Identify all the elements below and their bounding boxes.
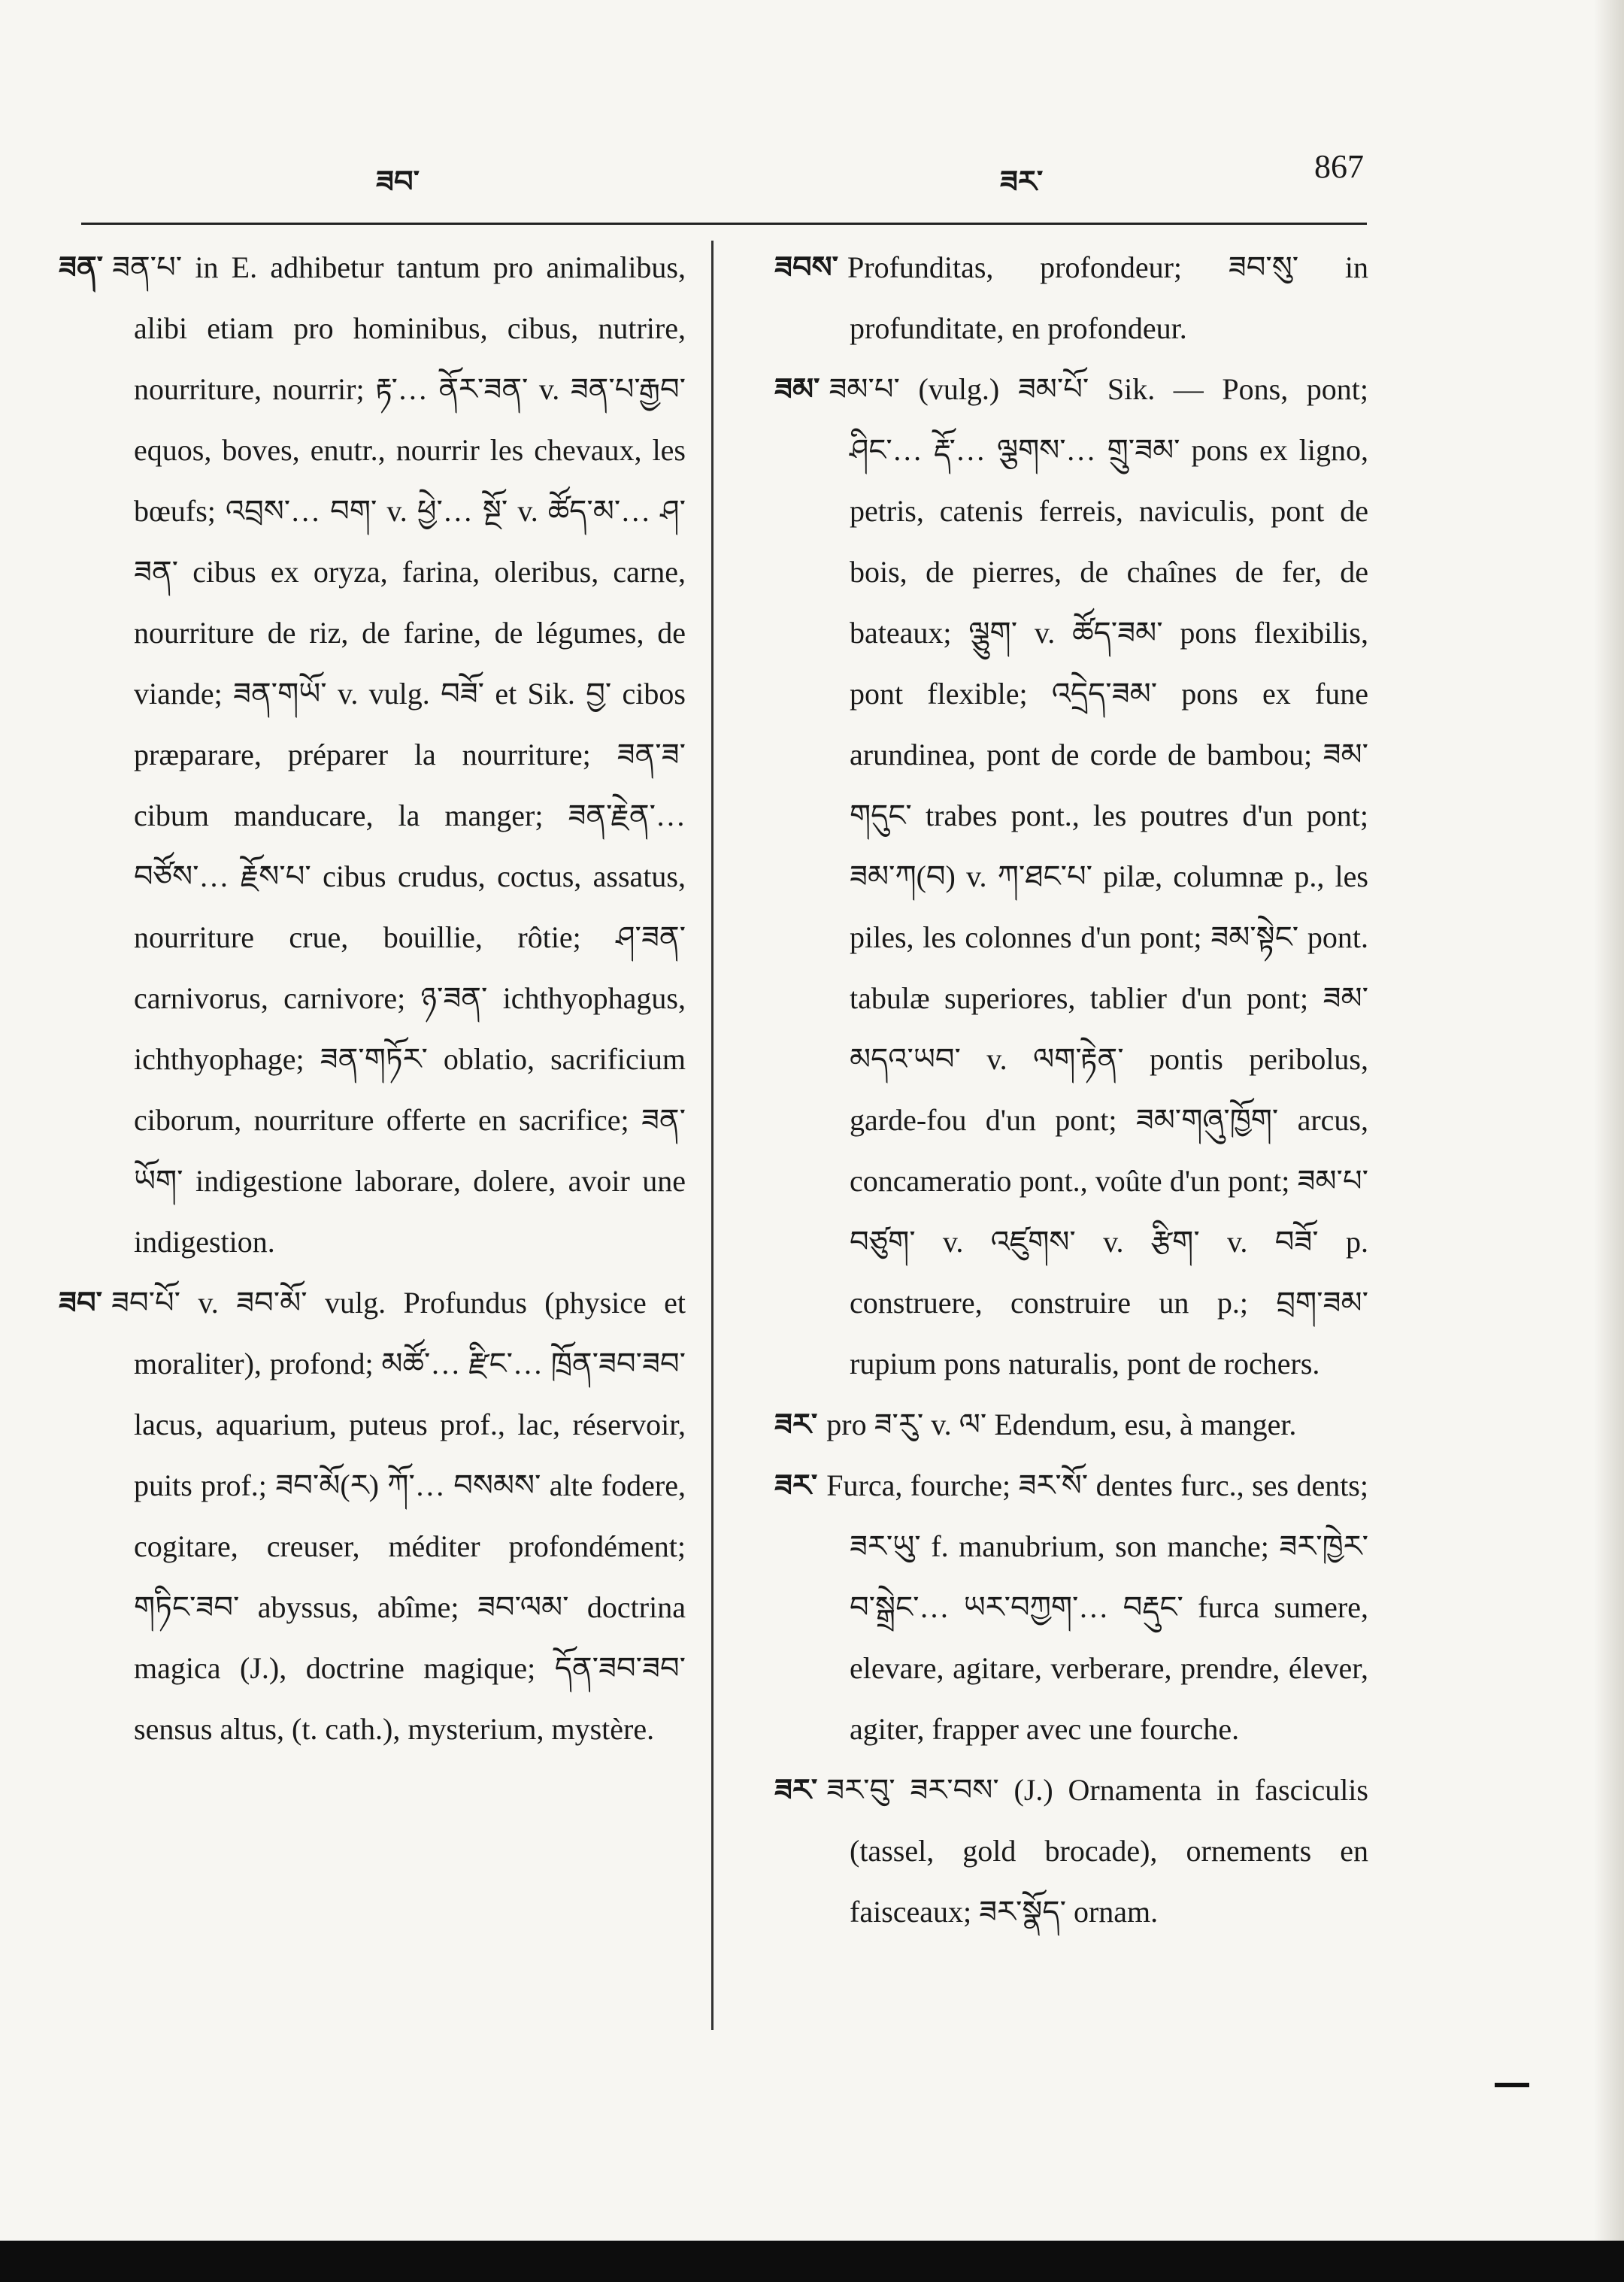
entry-text: pro ཟ་རུ་ v. ལ་ Edendum, esu, à manger. bbox=[826, 1408, 1297, 1441]
dictionary-entry bbox=[774, 1394, 1368, 1455]
dictionary-entry bbox=[774, 237, 1368, 359]
column-divider bbox=[711, 241, 714, 2030]
margin-mark bbox=[1495, 2083, 1529, 2087]
entry-text: ཟམ་པ་ (vulg.) ཟམ་པོ་ Sik. — Pons, pont; ཤིང་… རྡོ་… ལྕགས་… གྲུ་ཟམ་ pons ex ligno, petris, catenis ferreis, naviculis, pont de bois, de pierres, de chaînes de fer, de bateaux; ལྕུག་ v. ཚོད་ཟམ་ pons flexibilis, pont flexible; འདྲེད་ཟམ་ pons ex fune arundinea, pont de corde de bambou; ཟམ་གདུང་ trabes pont., les poutres d'un pont; ཟམ་ཀ(བ) v. ཀ་ཐང་པ་ pilæ, columnæ p., les piles, les colonnes d'un pont; ཟམ་སྟེང་ pont. tabulæ superiores, tablier d'un pont; ཟམ་མདའ་ཡབ་ v. ལག་རྟེན་ pontis peribolus, garde-fou d'un pont; ཟམ་གཞུ་ཁྱོག་ arcus, concameratio pont., voûte d'un pont; ཟམ་པ་བཙུག་ v. འཛུགས་ v. རྩིག་ v. བཟོ་ p. construere, construire un p.; བྲག་ཟམ་ rupium pons naturalis, pont de rochers. bbox=[829, 372, 1368, 1380]
header-rule bbox=[81, 223, 1367, 225]
page-number: 867 bbox=[1314, 148, 1364, 185]
entry-headword: ཟབས་ bbox=[774, 250, 838, 284]
dictionary-entry bbox=[774, 359, 1368, 1394]
entry-text: Profunditas, profondeur; ཟབ་སུ་ in profunditate, en profondeur. bbox=[847, 250, 1368, 345]
entry-headword: ཟར་ bbox=[774, 1773, 818, 1807]
page-edge-shadow bbox=[1594, 0, 1624, 2282]
right-column bbox=[774, 237, 1368, 1942]
entry-headword: ཟབ་ bbox=[59, 1286, 102, 1320]
entry-headword: ཟར་ bbox=[774, 1468, 818, 1502]
dictionary-entry bbox=[59, 1272, 686, 1759]
left-column bbox=[59, 237, 686, 1759]
entry-text: Furca, fourche; ཟར་སོ་ dentes furc., ses dents; ཟར་ཡུ་ f. manubrium, son manche; ཟར་ཁྱེར་བ་སྒྲེང་… ཡར་བཀྱག་… བརྡུང་ furca sumere, elevare, agitare, verberare, prendre, élever, agiter, frapper avec une fourche. bbox=[826, 1468, 1368, 1746]
scan-bottom-band bbox=[0, 2241, 1624, 2282]
entry-headword: ཟམ་ bbox=[774, 372, 820, 406]
dictionary-entry bbox=[774, 1455, 1368, 1759]
entry-text: ཟར་བུ་ ཟར་བས་ (J.) Ornamenta in fasciculis (tassel, gold brocade), ornements en faisceaux; ཟར་སྣོད་ ornam. bbox=[826, 1773, 1368, 1929]
left-running-headword: ཟབ་ bbox=[376, 164, 420, 199]
entry-text: ཟབ་པོ་ v. ཟབ་མོ་ vulg. Profundus (physice et moraliter), profond; མཚོ་… རྫིང་… ཁྲོན་ཟབ་ཟབ་ lacus, aquarium, puteus prof., lac, réservoir, puits prof.; ཟབ་མོ(ར) ཀོ་… བསམས་ alte fodere, cogitare, creuser, méditer profondément; གཏིང་ཟབ་ abyssus, abîme; ཟབ་ལམ་ doctrina magica (J.), doctrine magique; དོན་ཟབ་ཟབ་ sensus altus, (t. cath.), mysterium, mystère. bbox=[111, 1286, 686, 1746]
dictionary-entry bbox=[774, 1759, 1368, 1942]
dictionary-entry bbox=[59, 237, 686, 1272]
entry-text: ཟན་པ་ in E. adhibetur tantum pro animalibus, alibi etiam pro hominibus, cibus, nutrire, nourriture, nourrir; རྟ་… ནོར་ཟན་ v. ཟན་པ་རྒྱབ་ equos, boves, enutr., nourrir les chevaux, les bœufs; འབྲས་… བག་ v. ཕྱེ་… སྔོ་ v. ཚོད་མ་… ཤ་ ཟན་ cibus ex oryza, farina, oleribus, carne, nourriture de riz, de farine, de légumes, de viande; ཟན་གཡོ་ v. vulg. བཟོ་ et Sik. བྱ་ cibos præparare, préparer la nourriture; ཟན་ཟ་ cibum manducare, la manger; ཟན་རྗེན་… བཙོས་… རྗོས་པ་ cibus crudus, coctus, assatus, nourriture crue, bouillie, rôtie; ཤ་ཟན་ carnivorus, carnivore; ཉ་ཟན་ ichthyophagus, ichthyophage; ཟན་གཏོར་ oblatio, sacrificium ciborum, nourriture offerte en sacrifice; ཟན་ཡོག་ indigestione laborare, dolere, avoir une indigestion. bbox=[112, 250, 686, 1259]
entry-headword: ཟར་ bbox=[774, 1408, 818, 1441]
right-running-headword: ཟར་ bbox=[1000, 164, 1044, 199]
entry-headword: ཟན་ bbox=[59, 250, 104, 284]
